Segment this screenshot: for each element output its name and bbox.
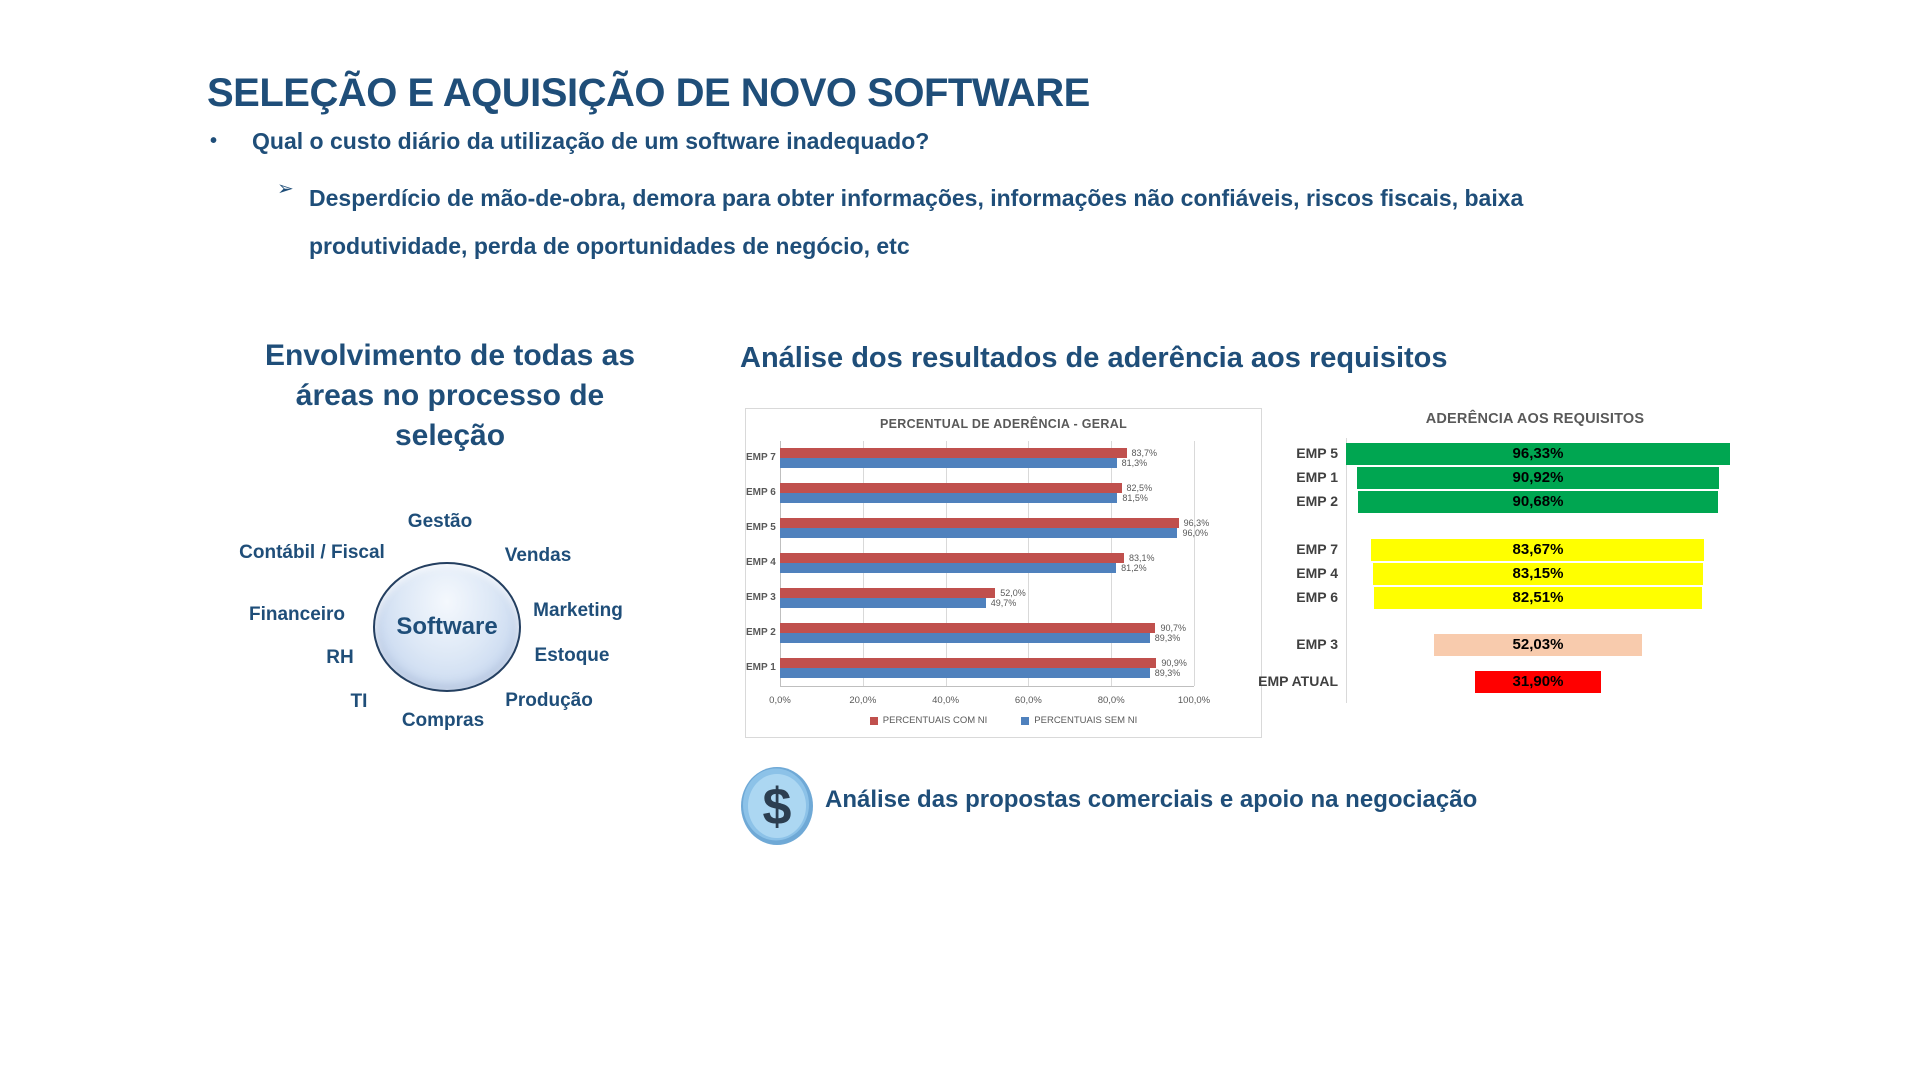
bar-emp-7-percentuais-com-ni [780, 448, 1127, 458]
software-circle [373, 562, 521, 692]
bar-emp-6-percentuais-sem-ni [780, 493, 1117, 503]
value-label-emp-1-percentuais-sem-ni: 89,3% [1154, 668, 1181, 678]
x-tick-2: 40,0% [932, 695, 960, 706]
x-tick-5: 100,0% [1177, 695, 1211, 706]
value-label-emp-5-percentuais-sem-ni: 96,0% [1182, 528, 1208, 538]
bullet-level1-text: Qual o custo diário da utilização de um software inadequado? [252, 128, 930, 154]
bar-emp-1-percentuais-com-ni [780, 658, 1156, 668]
involvement-heading-line3: seleção [394, 419, 506, 452]
bar-emp-2-percentuais-sem-ni [780, 633, 1150, 643]
value-label-emp-6-percentuais-sem-ni: 81,5% [1122, 493, 1148, 503]
arrowhead-bullet-icon: ➢ [277, 176, 294, 200]
bar-emp-7-percentuais-sem-ni [780, 458, 1117, 468]
x-axis-line [780, 686, 1194, 687]
bullet-level2-text: Desperdício de mão-de-obra, demora para obter informações, informações não confiáveis, riscos fiscais, baixa produtividade, perda de oportunidades de negócio, etc [309, 185, 1524, 259]
involvement-heading-line1: Envolvimento de todas as [264, 339, 636, 372]
cat-label-emp-1: EMP 1 [746, 662, 776, 673]
area-label-rh: RH [326, 647, 354, 668]
svg-text:$: $ [762, 778, 792, 836]
bar-emp-4-percentuais-com-ni [780, 553, 1124, 563]
bottom-note: Análise das propostas comerciais e apoio na negociação [825, 786, 1478, 813]
area-label-marketing: Marketing [533, 600, 623, 621]
cat-label-emp-5: EMP 5 [746, 522, 776, 533]
value-label-emp-3-percentuais-sem-ni: 49,7% [990, 598, 1017, 608]
cat-label-emp-2: EMP 2 [746, 627, 776, 638]
x-tick-0: 0,0% [769, 695, 791, 706]
value-label-emp-7-percentuais-com-ni: 83,7% [1131, 448, 1158, 458]
cat-label-emp-3: EMP 3 [746, 592, 776, 603]
value-label-emp-1-percentuais-com-ni: 90,9% [1161, 658, 1187, 668]
area-label-gestao: Gestão [407, 511, 473, 532]
value-label-emp-5-percentuais-com-ni: 96,3% [1183, 518, 1210, 528]
funnel-bar-emp-atual: 31,90% [1475, 671, 1602, 693]
adherence-bar-chart [745, 408, 1262, 738]
funnel-axis-line [1346, 438, 1347, 703]
funnel-bar-emp-6: 82,51% [1374, 587, 1702, 609]
bar-emp-6-percentuais-com-ni [780, 483, 1122, 493]
cat-label-emp-6: EMP 6 [746, 487, 776, 498]
software-circle-label: Software [396, 613, 498, 640]
legend-item-com-ni [870, 715, 988, 726]
funnel-bar-emp-5: 96,33% [1346, 443, 1729, 465]
funnel-bar-emp-1: 90,92% [1357, 467, 1719, 489]
legend-swatch-blue [1021, 717, 1029, 725]
area-label-vendas: Vendas [504, 545, 572, 566]
bullet-level2 [277, 174, 1547, 270]
bar-emp-3-percentuais-sem-ni [780, 598, 986, 608]
funnel-label-emp-1: EMP 1 [1296, 469, 1338, 485]
slide-title: SELEÇÃO E AQUISIÇÃO DE NOVO SOFTWARE [207, 70, 1090, 115]
bar-emp-2-percentuais-com-ni [780, 623, 1155, 633]
value-label-emp-3-percentuais-com-ni: 52,0% [1000, 588, 1026, 598]
area-label-contabil-fiscal: Contábil / Fiscal [239, 542, 385, 563]
funnel-label-emp-2: EMP 2 [1296, 493, 1338, 509]
bar-emp-5-percentuais-com-ni [780, 518, 1179, 528]
involvement-heading-line2: áreas no processo de [295, 379, 605, 412]
bar-emp-4-percentuais-sem-ni [780, 563, 1116, 573]
bar-emp-5-percentuais-sem-ni [780, 528, 1177, 538]
funnel-label-emp-7: EMP 7 [1296, 541, 1338, 557]
dollar-coin-icon [740, 766, 814, 846]
funnel-bar-emp-3: 52,03% [1434, 634, 1641, 656]
x-tick-4: 80,0% [1097, 695, 1125, 706]
funnel-bar-emp-4: 83,15% [1373, 563, 1704, 585]
legend-label-com-ni: PERCENTUAIS COM NI [882, 715, 988, 726]
area-label-financeiro: Financeiro [248, 604, 346, 625]
area-label-compras: Compras [401, 710, 485, 731]
cat-label-emp-4: EMP 4 [746, 557, 776, 568]
funnel-label-emp-5: EMP 5 [1296, 445, 1338, 461]
legend-swatch-red [870, 717, 878, 725]
cat-label-emp-7: EMP 7 [746, 452, 776, 463]
bullet-level1 [210, 128, 929, 155]
legend-item-sem-ni [1021, 715, 1137, 726]
funnel-chart-title: ADERÊNCIA AOS REQUISITOS [1425, 411, 1645, 427]
funnel-label-emp-6: EMP 6 [1296, 589, 1338, 605]
area-label-estoque: Estoque [534, 645, 610, 666]
value-label-emp-4-percentuais-com-ni: 83,1% [1129, 553, 1155, 563]
value-label-emp-2-percentuais-sem-ni: 89,3% [1154, 633, 1181, 643]
value-label-emp-4-percentuais-sem-ni: 81,2% [1121, 563, 1147, 573]
value-label-emp-2-percentuais-com-ni: 90,7% [1160, 623, 1187, 633]
bar-emp-1-percentuais-sem-ni [780, 668, 1150, 678]
bar-chart-title: PERCENTUAL DE ADERÊNCIA - GERAL [879, 417, 1128, 431]
value-label-emp-6-percentuais-com-ni: 82,5% [1126, 483, 1153, 493]
adherence-funnel-chart [1258, 405, 1800, 705]
bar-emp-3-percentuais-com-ni [780, 588, 995, 598]
funnel-label-emp-atual: EMP ATUAL [1258, 673, 1338, 689]
analysis-heading: Análise dos resultados de aderência aos requisitos [740, 342, 1448, 374]
x-tick-3: 60,0% [1014, 695, 1042, 706]
funnel-bar-emp-2: 90,68% [1358, 491, 1719, 513]
value-label-emp-7-percentuais-sem-ni: 81,3% [1121, 458, 1148, 468]
funnel-bar-emp-7: 83,67% [1371, 539, 1704, 561]
gridline-5 [1194, 441, 1195, 686]
area-label-ti: TI [350, 691, 368, 712]
bullet-dot-glyph: • [210, 130, 218, 152]
area-label-producao: Produção [505, 690, 593, 711]
funnel-label-emp-4: EMP 4 [1296, 565, 1338, 581]
funnel-label-emp-3: EMP 3 [1296, 636, 1338, 652]
legend-label-sem-ni: PERCENTUAIS SEM NI [1034, 715, 1138, 726]
x-tick-1: 20,0% [849, 695, 877, 706]
involvement-heading [200, 336, 700, 456]
bar-chart-legend [746, 715, 1261, 726]
